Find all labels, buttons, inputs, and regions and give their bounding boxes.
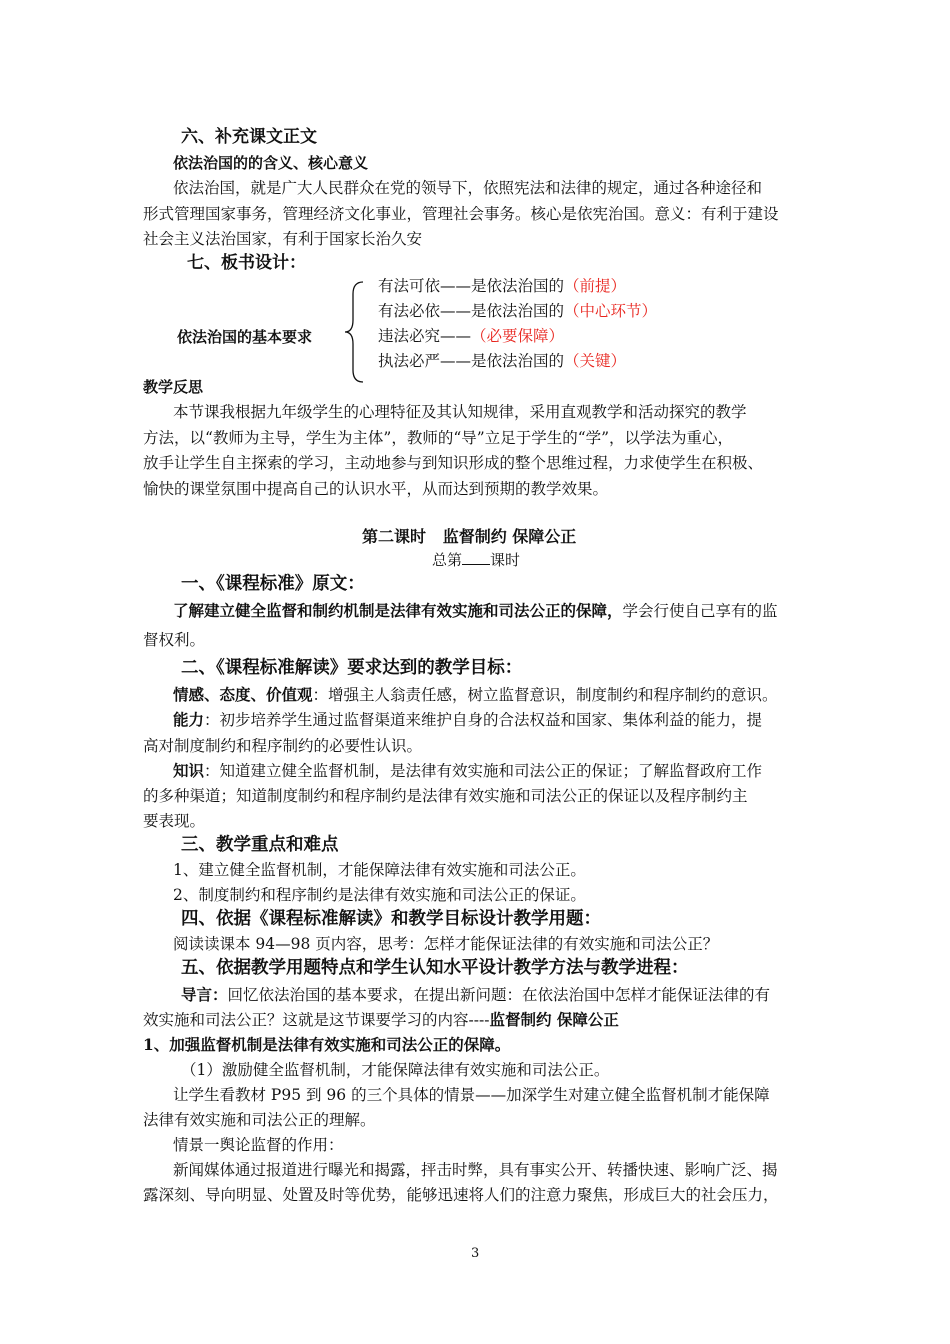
brace-icon — [343, 280, 367, 384]
s3-item-1: 1、建立健全监督机制，才能保障法律有效实施和司法公正。 — [173, 861, 586, 879]
s5-sub-1: （1）激励健全监督机制，才能保障法律有效实施和司法公正。 — [181, 1061, 610, 1079]
reflection-line-3: 放手让学生自主探索的学习，主动地参与到知识形成的整个思维过程，力求使学生在积极、 — [143, 454, 764, 472]
s5-point-1: 1、加强监督机制是法律有效实施和司法公正的保障。 — [143, 1035, 511, 1054]
s1-title: 一、《课程标准》原文： — [181, 574, 365, 594]
board-item-2: 有法必依——是依法治国的（中心环节） — [378, 302, 658, 320]
s2-title: 二、《课程标准解读》要求达到的教学目标： — [181, 658, 523, 678]
reflection-line-2: 方法，以“教师为主导，学生为主体”，教师的“导”立足于学生的“学”，以学法为重心， — [143, 429, 734, 447]
s4-title: 四、依据《课程标准解读》和教学目标设计教学用题： — [181, 909, 601, 929]
s5-intro-line-2: 效实施和司法公正？这就是这节课要学习的内容----监督制约 保障公正 — [143, 1010, 619, 1029]
section-6-line-1: 依法治国，就是广大人民群众在党的领导下，依照宪法和法律的规定，通过各种途径和 — [173, 179, 763, 197]
s3-title: 三、教学重点和难点 — [181, 835, 339, 855]
s5-title: 五、依据教学用题特点和学生认知水平设计教学方法与教学进程： — [181, 958, 689, 978]
s2-emotion: 情感、态度、价值观：增强主人翁责任感，树立监督意识，制度制约和程序制约的意识。 — [173, 685, 778, 704]
s2-ability: 能力：初步培养学生通过监督渠道来维护自身的合法权益和国家、集体利益的能力，提 — [173, 710, 763, 729]
s2-knowledge: 知识：知道建立健全监督机制，是法律有效实施和司法公正的保证；了解监督政府工作 — [173, 761, 763, 780]
s5-para2-line-2: 露深刻、导向明显、处置及时等优势，能够迅速将人们的注意力聚焦，形成巨大的社会压力， — [143, 1186, 779, 1204]
lesson-number-blank — [462, 550, 490, 565]
s5-para1-line-2: 法律有效实施和司法公正的理解。 — [143, 1111, 376, 1129]
lesson-2-title: 第二课时 监督制约 保障公正 — [362, 527, 577, 546]
page-number: 3 — [471, 1246, 480, 1261]
board-item-3: 违法必究——（必要保障） — [378, 327, 565, 345]
lesson-2-subtitle: 总第 课时 — [432, 551, 521, 569]
s2-knowledge-line-3: 要表现。 — [143, 812, 206, 830]
board-item-4: 执法必严——是依法治国的（关键） — [378, 352, 627, 370]
reflection-line-4: 愉快的课堂氛围中提高自己的认识水平，从而达到预期的教学效果。 — [143, 480, 609, 498]
s5-intro: 导言：回忆依法治国的基本要求，在提出新问题：在依法治国中怎样才能保证法律的有 — [181, 985, 771, 1004]
s1-line-2: 督权利。 — [143, 631, 206, 649]
s2-ability-line-2: 高对制度制约和程序制约的必要性认识。 — [143, 737, 423, 755]
section-7-title: 七、板书设计： — [187, 253, 306, 273]
board-item-1: 有法可依——是依法治国的（前提） — [378, 277, 627, 295]
s5-para1-line-1: 让学生看教材 P95 到 96 的三个具体的情景——加深学生对建立健全监督机制才能保障 — [173, 1086, 770, 1104]
section-6-subtitle: 依法治国的的含义、核心意义 — [173, 154, 369, 172]
board-left-label: 依法治国的基本要求 — [177, 328, 313, 346]
s1-text: 了解建立健全监督和制约机制是法律有效实施和司法公正的保障，学会行使自己享有的监 — [173, 601, 778, 620]
reflection-title: 教学反思 — [143, 378, 204, 396]
section-6-line-2: 形式管理国家事务，管理经济文化事业，管理社会事务。核心是依宪治国。意义：有利于建设 — [143, 205, 779, 223]
s5-para2-line-1: 新闻媒体通过报道进行曝光和揭露，抨击时弊，具有事实公开、转播快速、影响广泛、揭 — [173, 1161, 778, 1179]
s2-knowledge-line-2: 的多种渠道；知道制度制约和程序制约是法律有效实施和司法公正的保证以及程序制约主 — [143, 787, 748, 805]
s3-item-2: 2、制度制约和程序制约是法律有效实施和司法公正的保证。 — [173, 886, 586, 904]
section-6-title: 六、补充课文正文 — [181, 127, 317, 147]
reflection-line-1: 本节课我根据九年级学生的心理特征及其认知规律，采用直观教学和活动探究的教学 — [173, 403, 747, 421]
s4-text: 阅读读课本 94—98 页内容，思考：怎样才能保证法律的有效实施和司法公正？ — [173, 935, 719, 953]
section-6-line-3: 社会主义法治国家，有利于国家长治久安 — [143, 230, 423, 248]
s5-scene-1: 情景一舆论监督的作用： — [173, 1136, 344, 1154]
